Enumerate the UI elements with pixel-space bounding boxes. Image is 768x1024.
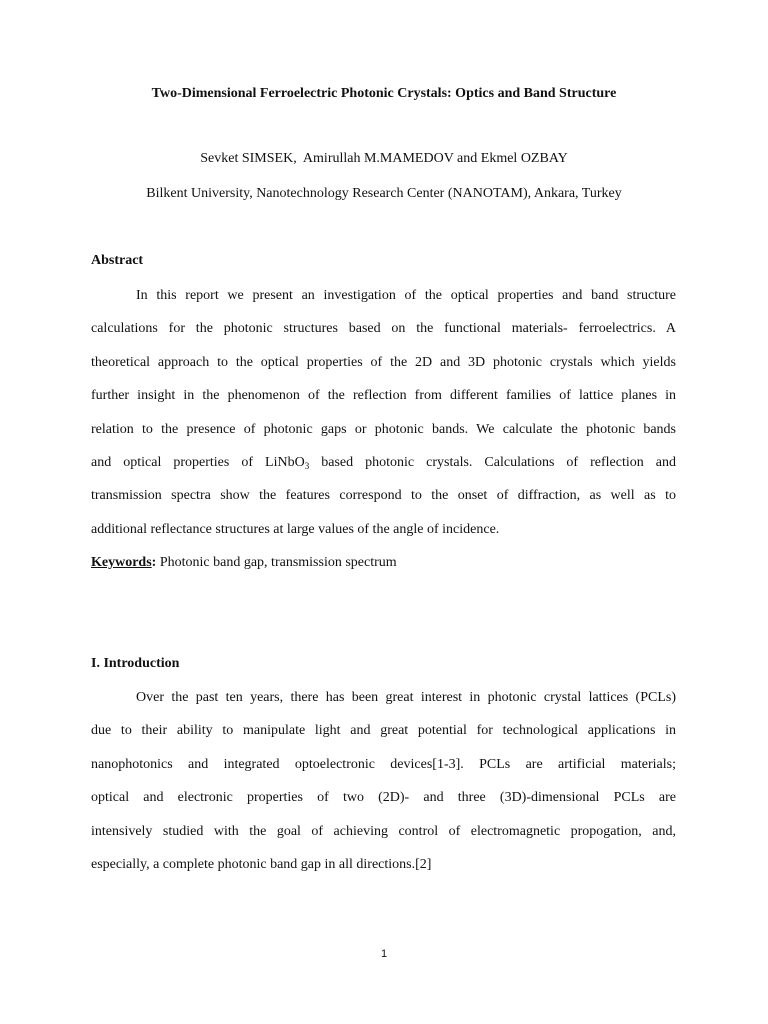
keywords-label: Keywords: [91, 555, 152, 570]
keywords-line: [91, 555, 397, 571]
introduction-body: [91, 681, 676, 881]
page-number: 1: [380, 948, 388, 960]
abstract-line-6-start: and optical properties of LiNbO: [91, 455, 305, 471]
intro-line-5: intensively studied with the goal of achieving control of electromagnetic propogation, and,: [91, 823, 676, 839]
keywords-colon: :: [151, 555, 157, 570]
keywords-text: Photonic band gap, transmission spectrum: [156, 555, 397, 570]
abstract-line-7: transmission spectra show the features correspond to the onset of diffraction, as well as to: [91, 488, 676, 504]
abstract-line-2: calculations for the photonic structures based on the functional materials- ferroelectrics. A: [91, 321, 676, 337]
abstract-line-3: theoretical approach to the optical properties of the 2D and 3D photonic crystals which yields: [91, 354, 676, 370]
introduction-heading: I. Introduction: [91, 656, 180, 671]
abstract-line-6-end: based photonic crystals. Calculations of reflection and: [309, 455, 676, 471]
paper-title: Two-Dimensional Ferroelectric Photonic Crystals: Optics and Band Structure: [151, 86, 617, 101]
intro-line-3: nanophotonics and integrated optoelectronic devices[1-3]. PCLs are artificial materials;: [91, 756, 676, 772]
abstract-line-5: relation to the presence of photonic gaps or photonic bands. We calculate the photonic bands: [91, 421, 676, 437]
intro-line-2: due to their ability to manipulate light and great potential for technological applications in: [91, 723, 676, 739]
abstract-line-1: In this report we present an investigation of the optical properties and band structure: [136, 288, 676, 303]
abstract-line-6: [91, 446, 676, 479]
paper-affiliation: Bilkent University, Nanotechnology Research Center (NANOTAM), Ankara, Turkey: [146, 186, 622, 201]
abstract-body: [91, 279, 676, 546]
paper-authors: Sevket SIMSEK, Amirullah M.MAMEDOV and Ekmel OZBAY: [200, 151, 568, 166]
intro-line-4: optical and electronic properties of two (2D)- and three (3D)-dimensional PCLs are: [91, 790, 676, 806]
abstract-heading: Abstract: [91, 253, 144, 268]
intro-line-6: especially, a complete photonic band gap in all directions.[2]: [91, 857, 432, 873]
formula-subscript: 3: [304, 461, 310, 472]
abstract-line-8: additional reflectance structures at large values of the angle of incidence.: [91, 521, 500, 537]
intro-line-1: Over the past ten years, there has been great interest in photonic crystal lattices (PCLs): [136, 690, 676, 705]
abstract-line-4: further insight in the phenomenon of the reflection from different families of lattice planes in: [91, 388, 676, 404]
